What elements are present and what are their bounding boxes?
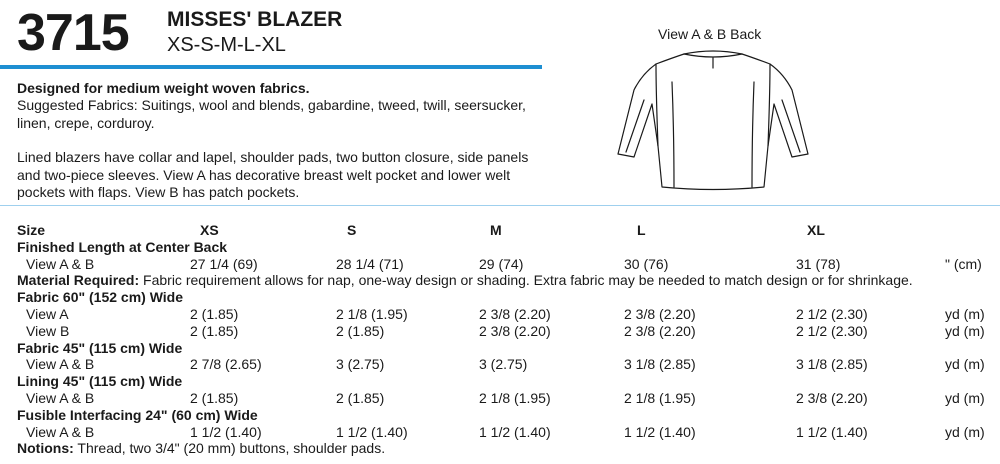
row-label: View A & B xyxy=(26,423,95,440)
table-cell: 2 1/8 (1.95) xyxy=(336,305,408,322)
table-cell: 2 3/8 (2.20) xyxy=(796,389,868,406)
notions-row xyxy=(0,440,1000,457)
unit-label: yd (m) xyxy=(945,423,985,440)
row-label: View A & B xyxy=(26,356,95,373)
table-cell: 31 (78) xyxy=(796,255,841,272)
row-label: View A xyxy=(26,305,69,322)
table-cell: 2 1/8 (1.95) xyxy=(479,389,551,406)
material-note-row xyxy=(0,272,1000,289)
table-row xyxy=(0,323,1000,340)
table-cell: 1 1/2 (1.40) xyxy=(336,423,408,440)
interfacing24-title: Fusible Interfacing 24" (60 cm) Wide xyxy=(17,406,258,423)
size-header: S xyxy=(347,222,357,238)
table-cell: 27 1/4 (69) xyxy=(190,255,258,272)
table-cell: 3 1/8 (2.85) xyxy=(796,356,868,373)
table-cell: 28 1/4 (71) xyxy=(336,255,404,272)
lining45-title: Lining 45" (115 cm) Wide xyxy=(17,373,183,390)
section-title xyxy=(0,407,1000,424)
table-cell: 2 3/8 (2.20) xyxy=(479,322,551,339)
garment-details: Lined blazers have collar and lapel, shoulder pads, two button closure, side panels and two-piece sleeves. View A has decorative breast welt pocket and lower welt pockets with flaps. View B has patch pockets. xyxy=(17,149,529,201)
material-note-label: Material Required: xyxy=(17,272,140,289)
section-title xyxy=(0,373,1000,390)
table-cell: 3 (2.75) xyxy=(336,356,385,373)
table-row xyxy=(0,306,1000,323)
row-label: View A & B xyxy=(26,255,95,272)
table-cell: 2 3/8 (2.20) xyxy=(624,322,696,339)
row-label: View B xyxy=(26,322,70,339)
table-cell: 29 (74) xyxy=(479,255,524,272)
table-cell: 2 (1.85) xyxy=(190,305,239,322)
table-cell: 2 (1.85) xyxy=(336,322,385,339)
table-cell: 3 1/8 (2.85) xyxy=(624,356,696,373)
table-row xyxy=(0,356,1000,373)
section-title xyxy=(0,289,1000,306)
table-cell: 2 7/8 (2.65) xyxy=(190,356,262,373)
finished-length-title: Finished Length at Center Back xyxy=(17,238,228,255)
unit-label: yd (m) xyxy=(945,322,985,339)
table-cell: 2 3/8 (2.20) xyxy=(479,305,551,322)
size-header: XL xyxy=(807,222,825,238)
notions-label: Notions: xyxy=(17,440,74,457)
table-cell: 2 1/2 (2.30) xyxy=(796,322,868,339)
table-cell: 3 (2.75) xyxy=(479,356,528,373)
pattern-title: MISSES' BLAZER xyxy=(167,8,343,31)
table-row xyxy=(0,390,1000,407)
table-cell: 2 3/8 (2.20) xyxy=(624,305,696,322)
table-cell: 1 1/2 (1.40) xyxy=(479,423,551,440)
fabric-weight-note: Designed for medium weight woven fabrics. xyxy=(17,80,310,96)
back-view-label: View A & B Back xyxy=(658,26,762,42)
material-note-text: Fabric requirement allows for nap, one-way design or shading. Extra fabric may be needed to match design or for shrinkage. xyxy=(139,272,913,289)
unit-label: yd (m) xyxy=(945,389,985,406)
size-header: L xyxy=(637,222,646,238)
table-cell: 30 (76) xyxy=(624,255,669,272)
table-cell: 2 (1.85) xyxy=(190,322,239,339)
unit-label: yd (m) xyxy=(945,305,985,322)
table-row xyxy=(0,256,1000,273)
size-range: XS-S-M-L-XL xyxy=(167,34,286,56)
size-label: Size xyxy=(17,222,46,238)
size-header-row xyxy=(0,222,1000,239)
table-cell: 2 (1.85) xyxy=(336,389,385,406)
unit-label: " (cm) xyxy=(945,255,982,272)
fabric60-title: Fabric 60" (152 cm) Wide xyxy=(17,289,184,306)
notions xyxy=(17,440,385,457)
section-divider xyxy=(0,205,1000,206)
suggested-fabrics: Suggested Fabrics: Suitings, wool and blends, gabardine, tweed, twill, seersucker, linen, crepe, corduroy. xyxy=(17,97,526,131)
table-row xyxy=(0,424,1000,441)
size-header: XS xyxy=(200,222,219,238)
section-title xyxy=(0,239,1000,256)
header-divider xyxy=(0,65,542,69)
table-cell: 2 1/2 (2.30) xyxy=(796,305,868,322)
table-cell: 2 (1.85) xyxy=(190,389,239,406)
material-note xyxy=(17,272,913,289)
pattern-number: 3715 xyxy=(17,4,129,62)
size-header: M xyxy=(490,222,502,238)
table-cell: 1 1/2 (1.40) xyxy=(190,423,262,440)
row-label: View A & B xyxy=(26,389,95,406)
notions-text: Thread, two 3/4" (20 mm) buttons, shoulder pads. xyxy=(73,440,386,457)
description xyxy=(17,80,547,201)
section-title xyxy=(0,340,1000,357)
table-cell: 1 1/2 (1.40) xyxy=(624,423,696,440)
unit-label: yd (m) xyxy=(945,356,985,373)
table-cell: 1 1/2 (1.40) xyxy=(796,423,868,440)
fabric45-title: Fabric 45" (115 cm) Wide xyxy=(17,339,183,356)
table-cell: 2 1/8 (1.95) xyxy=(624,389,696,406)
blazer-back-illustration xyxy=(612,42,812,194)
measurement-table xyxy=(0,222,1000,457)
